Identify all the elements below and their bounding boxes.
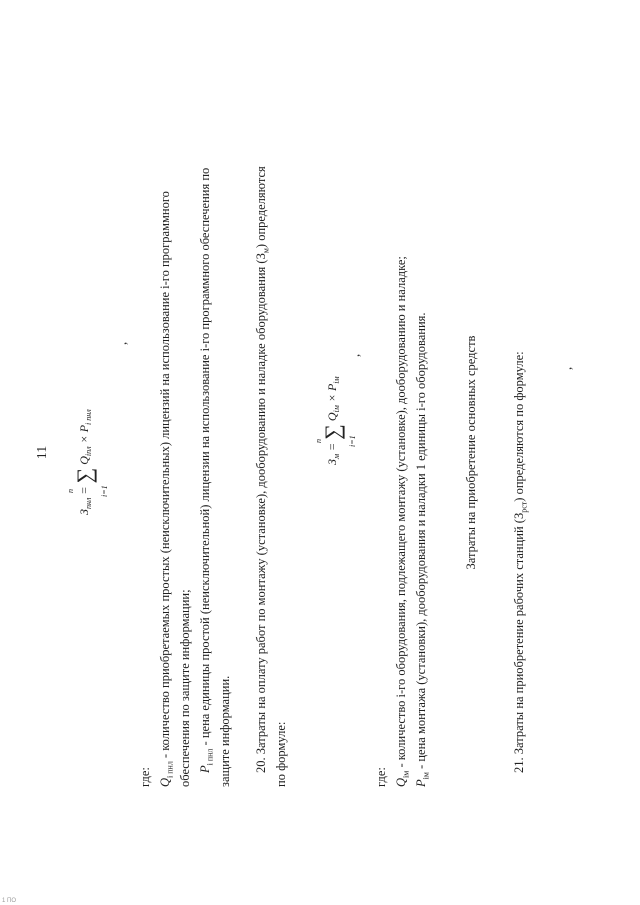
definition-text: - цена единицы простой (неисключительной) лицензии на использование i-го программного обеспечения по <box>198 167 212 746</box>
symbol-q: Q <box>394 777 408 787</box>
symbol-q: Q <box>158 777 172 787</box>
formula-lhs-sub: пнл <box>84 497 94 510</box>
where-label: где: <box>138 767 152 787</box>
sum-upper: n <box>66 489 75 493</box>
definition-q-installation <box>394 256 414 787</box>
definition-q-license-cont: обеспечения по защите информации; <box>178 589 192 787</box>
sum-sign: ∑ <box>72 467 97 484</box>
sum-sign: ∑ <box>320 424 345 440</box>
definition-text: - количество приобретаемых простых (неисключительных) лицензий на использование i-го программного <box>158 191 172 759</box>
formula-comma: , <box>560 366 574 370</box>
formula-comma: , <box>348 353 362 357</box>
paragraph-20 <box>254 166 274 773</box>
sum-lower: i=1 <box>100 485 109 497</box>
paragraph-20-cont: по формуле: <box>274 721 288 787</box>
section-heading: Затраты на приобретение основных средств <box>464 335 478 570</box>
p21-text: 21. Затраты на приобретение рабочих станций (З <box>512 512 526 773</box>
definition-p-license-cont: защите информации. <box>218 675 232 787</box>
formula-comma: , <box>115 341 129 345</box>
symbol-p: P <box>198 765 212 773</box>
paragraph-21 <box>512 351 532 773</box>
p20-text: 20. Затраты на оплату работ по монтажу (установке), дооборудованию и наладке оборудования (З <box>254 253 268 773</box>
p20-end: ) определяются <box>254 166 268 249</box>
definition-p-license <box>198 168 218 773</box>
definition-text: - цена монтажа (установки), дооборудования и наладки 1 единицы i-го оборудования. <box>414 312 428 769</box>
formula-installation: $З_м$ = ∑ $Q_{iм} \times P_{iм}$ <box>320 376 345 465</box>
definition-p-installation <box>414 312 434 787</box>
sum-upper: n <box>314 439 323 443</box>
symbol-p: P <box>414 779 428 787</box>
formula-p: P <box>76 424 91 433</box>
symbol-p-sub: i пнл <box>205 748 215 766</box>
p21-sub: рст <box>519 501 529 513</box>
page-number: 11 <box>35 445 50 460</box>
formula-p-sub: iм <box>332 376 342 384</box>
formula-lhs: З <box>324 459 339 465</box>
formula-lhs: З <box>76 509 91 515</box>
where-label: где: <box>374 767 388 787</box>
formula-q: Q <box>76 456 91 465</box>
formula-license: $З_{пнл}$ = ∑ $Q_{inл} \times P_{i пнл}$ <box>72 409 97 515</box>
formula-p-sub: i пнл <box>84 409 94 425</box>
p21-end: ) определяются по формуле: <box>512 351 526 502</box>
corner-mark: 1 ПО <box>2 898 16 904</box>
symbol-q-sub: i пнл <box>165 761 175 778</box>
formula-q-sub: inл <box>84 446 94 457</box>
formula-lhs-sub: м <box>332 453 342 460</box>
symbol-p-sub: iм <box>421 772 431 780</box>
symbol-q-sub: iм <box>401 770 411 778</box>
definition-q-license <box>158 191 178 787</box>
definition-text: - количество i-го оборудования, подлежащего монтажу (установке), дооборудованию и наладке; <box>394 256 408 768</box>
sum-lower: i=1 <box>348 435 357 447</box>
formula-p: P <box>324 383 339 392</box>
p20-sub: м <box>261 248 271 254</box>
formula-q: Q <box>324 412 339 422</box>
formula-q-sub: iм <box>332 405 342 413</box>
